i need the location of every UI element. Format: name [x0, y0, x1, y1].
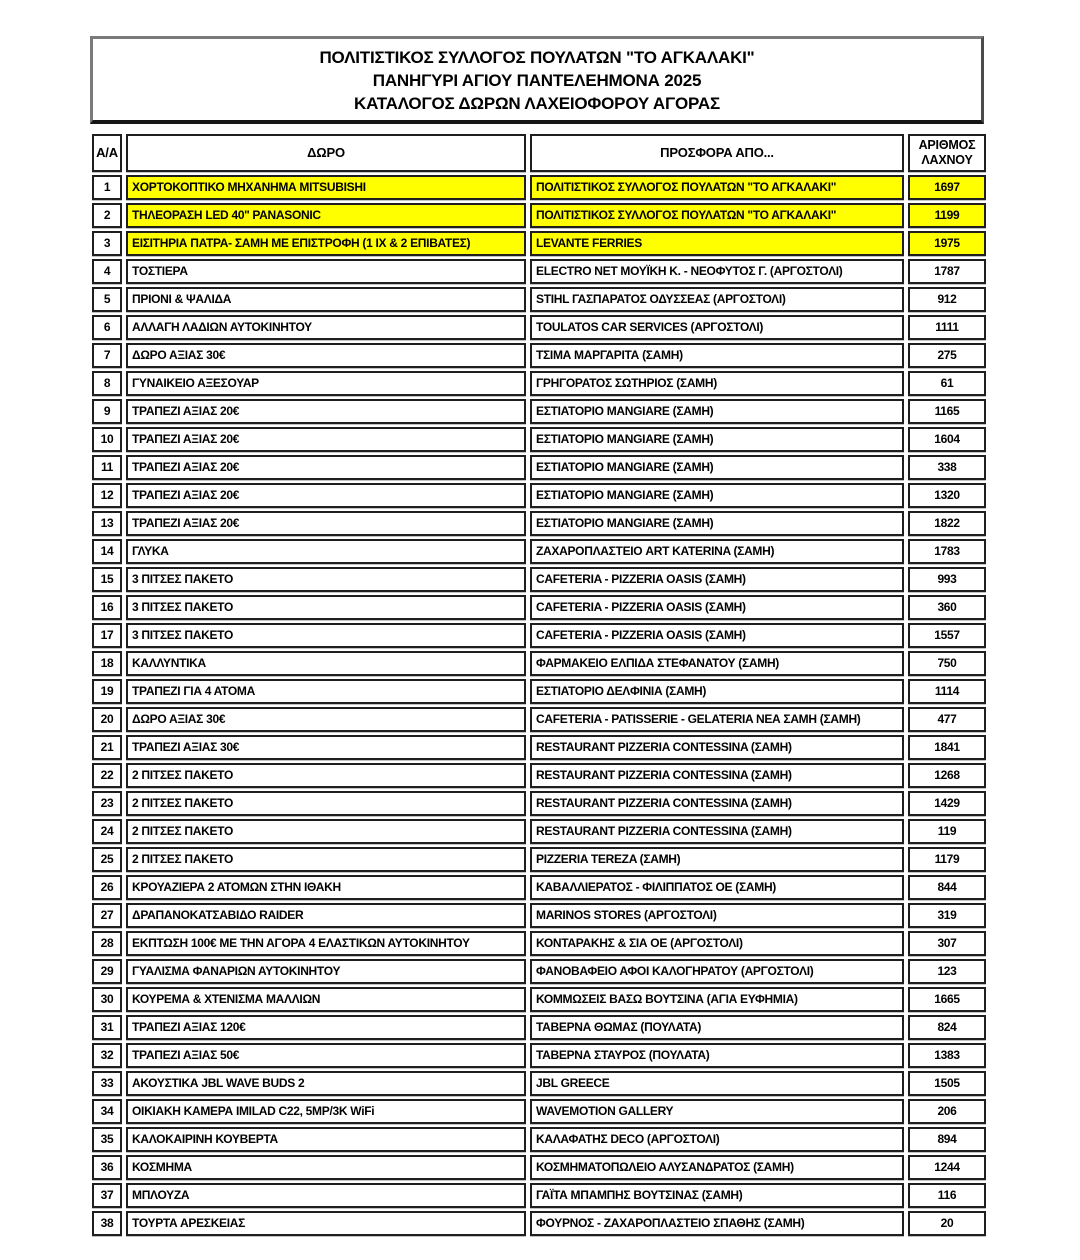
- row-index-cell: 14: [92, 539, 122, 564]
- offered-by-cell: MARINOS STORES (ΑΡΓΟΣΤΟΛΙ): [530, 903, 904, 928]
- gift-cell: ΑΛΛΑΓΗ ΛΑΔΙΩΝ ΑΥΤΟΚΙΝΗΤΟΥ: [126, 315, 526, 340]
- offered-by-cell: ΤΣΙΜΑ ΜΑΡΓΑΡΙΤΑ (ΣΑΜΗ): [530, 343, 904, 368]
- row-index-cell: 17: [92, 623, 122, 648]
- row-index-cell: 1: [92, 175, 122, 200]
- gift-cell: ΤΗΛΕΟΡΑΣΗ LED 40'' PANASONIC: [126, 203, 526, 228]
- row-index-cell: 33: [92, 1071, 122, 1096]
- gift-cell: ΑΚΟΥΣΤΙΚΑ JBL WAVE BUDS 2: [126, 1071, 526, 1096]
- ticket-number-cell: 307: [908, 931, 986, 956]
- column-header-index: Α/Α: [92, 134, 122, 172]
- ticket-number-cell: 477: [908, 707, 986, 732]
- gift-cell: ΟΙΚΙΑΚΗ ΚΑΜΕΡΑ IMILAD C22, 5MP/3K WiFi: [126, 1099, 526, 1124]
- offered-by-cell: ΚΑΛΑΦΑΤΗΣ DECO (ΑΡΓΟΣΤΟΛΙ): [530, 1127, 904, 1152]
- ticket-number-cell: 894: [908, 1127, 986, 1152]
- row-index-cell: 35: [92, 1127, 122, 1152]
- row-index-cell: 32: [92, 1043, 122, 1068]
- gift-cell: ΚΟΣΜΗΜΑ: [126, 1155, 526, 1180]
- ticket-number-cell: 1111: [908, 315, 986, 340]
- offered-by-cell: ΚΑΒΑΛΛΙΕΡΑΤΟΣ - ΦΙΛΙΠΠΑΤΟΣ ΟΕ (ΣΑΜΗ): [530, 875, 904, 900]
- row-index-cell: 11: [92, 455, 122, 480]
- ticket-number-cell: 1975: [908, 231, 986, 256]
- row-index-cell: 15: [92, 567, 122, 592]
- gift-cell: 2 ΠΙΤΣΕΣ ΠΑΚΕΤΟ: [126, 819, 526, 844]
- row-index-cell: 13: [92, 511, 122, 536]
- gift-cell: ΔΩΡΟ ΑΞΙΑΣ 30€: [126, 343, 526, 368]
- ticket-number-cell: 912: [908, 287, 986, 312]
- gift-cell: ΤΟΣΤΙΕΡΑ: [126, 259, 526, 284]
- ticket-number-cell: 1665: [908, 987, 986, 1012]
- ticket-number-cell: 1199: [908, 203, 986, 228]
- gift-cell: ΤΡΑΠΕΖΙ ΑΞΙΑΣ 20€: [126, 483, 526, 508]
- row-index-cell: 31: [92, 1015, 122, 1040]
- row-index-cell: 27: [92, 903, 122, 928]
- ticket-number-cell: 1165: [908, 399, 986, 424]
- row-index-cell: 4: [92, 259, 122, 284]
- offered-by-cell: ΚΟΝΤΑΡΑΚΗΣ & ΣΙΑ ΟΕ (ΑΡΓΟΣΤΟΛΙ): [530, 931, 904, 956]
- offered-by-cell: ΠΟΛΙΤΙΣΤΙΚΟΣ ΣΥΛΛΟΓΟΣ ΠΟΥΛΑΤΩΝ "ΤΟ ΑΓΚΑΛΑΚΙ": [530, 203, 904, 228]
- ticket-number-cell: 1604: [908, 427, 986, 452]
- gift-cell: ΕΙΣΙΤΗΡΙΑ ΠΑΤΡΑ- ΣΑΜΗ ΜΕ ΕΠΙΣΤΡΟΦΗ (1 ΙΧ & 2 ΕΠΙΒΑΤΕΣ): [126, 231, 526, 256]
- ticket-number-cell: 1179: [908, 847, 986, 872]
- row-index-cell: 10: [92, 427, 122, 452]
- row-index-cell: 6: [92, 315, 122, 340]
- offered-by-cell: ΕΣΤΙΑΤΟΡΙΟ MANGIARE (ΣΑΜΗ): [530, 455, 904, 480]
- ticket-number-cell: 1783: [908, 539, 986, 564]
- gift-cell: ΓΛΥΚΑ: [126, 539, 526, 564]
- ticket-number-cell: 1787: [908, 259, 986, 284]
- offered-by-cell: ΚΟΣΜΗΜΑΤΟΠΩΛΕΙΟ ΑΛΥΣΑΝΔΡΑΤΟΣ (ΣΑΜΗ): [530, 1155, 904, 1180]
- ticket-number-cell: 206: [908, 1099, 986, 1124]
- ticket-number-cell: 61: [908, 371, 986, 396]
- offered-by-cell: ΕΣΤΙΑΤΟΡΙΟ MANGIARE (ΣΑΜΗ): [530, 511, 904, 536]
- row-index-cell: 3: [92, 231, 122, 256]
- offered-by-cell: RESTAURANT PIZZERIA CONTESSINA (ΣΑΜΗ): [530, 763, 904, 788]
- row-index-cell: 26: [92, 875, 122, 900]
- ticket-number-cell: 844: [908, 875, 986, 900]
- gift-cell: 2 ΠΙΤΣΕΣ ΠΑΚΕΤΟ: [126, 791, 526, 816]
- column-header-offered-by: ΠΡΟΣΦΟΡΑ ΑΠΟ...: [530, 134, 904, 172]
- ticket-number-cell: 824: [908, 1015, 986, 1040]
- offered-by-cell: ΦΟΥΡΝΟΣ - ΖΑΧΑΡΟΠΛΑΣΤΕΙΟ ΣΠΑΘΗΣ (ΣΑΜΗ): [530, 1211, 904, 1236]
- offered-by-cell: ΕΣΤΙΑΤΟΡΙΟ ΔΕΛΦΙΝΙΑ (ΣΑΜΗ): [530, 679, 904, 704]
- offered-by-cell: ΕΣΤΙΑΤΟΡΙΟ MANGIARE (ΣΑΜΗ): [530, 399, 904, 424]
- row-index-cell: 12: [92, 483, 122, 508]
- gift-cell: ΚΑΛΟΚΑΙΡΙΝΗ ΚΟΥΒΕΡΤΑ: [126, 1127, 526, 1152]
- gift-cell: ΠΡΙΟΝΙ & ΨΑΛΙΔΑ: [126, 287, 526, 312]
- row-index-cell: 22: [92, 763, 122, 788]
- offered-by-cell: PIZZERIA TEREZA (ΣΑΜΗ): [530, 847, 904, 872]
- row-index-cell: 20: [92, 707, 122, 732]
- ticket-number-cell: 1841: [908, 735, 986, 760]
- ticket-number-cell: 1429: [908, 791, 986, 816]
- offered-by-cell: STIHL ΓΑΣΠΑΡΑΤΟΣ ΟΔΥΣΣΕΑΣ (ΑΡΓΟΣΤΟΛΙ): [530, 287, 904, 312]
- offered-by-cell: ΖΑΧΑΡΟΠΛΑΣΤΕΙΟ ART KATERINA (ΣΑΜΗ): [530, 539, 904, 564]
- offered-by-cell: CAFETERIA - PIZZERIA OASIS (ΣΑΜΗ): [530, 595, 904, 620]
- offered-by-cell: ΦΑΡΜΑΚΕΙΟ ΕΛΠΙΔΑ ΣΤΕΦΑΝΑΤΟΥ (ΣΑΜΗ): [530, 651, 904, 676]
- row-index-cell: 7: [92, 343, 122, 368]
- ticket-number-cell: 360: [908, 595, 986, 620]
- gift-cell: ΤΡΑΠΕΖΙ ΑΞΙΑΣ 120€: [126, 1015, 526, 1040]
- row-index-cell: 29: [92, 959, 122, 984]
- offered-by-cell: CAFETERIA - PIZZERIA OASIS (ΣΑΜΗ): [530, 623, 904, 648]
- ticket-number-cell: 1505: [908, 1071, 986, 1096]
- document-header: [90, 36, 984, 124]
- gift-cell: ΓΥΝΑΙΚΕΙΟ ΑΞΕΣΟΥΑΡ: [126, 371, 526, 396]
- gift-cell: ΕΚΠΤΩΣΗ 100€ ΜΕ ΤΗΝ ΑΓΟΡΑ 4 ΕΛΑΣΤΙΚΩΝ ΑΥΤΟΚΙΝΗΤΟΥ: [126, 931, 526, 956]
- ticket-number-cell: 1822: [908, 511, 986, 536]
- ticket-number-cell: 1268: [908, 763, 986, 788]
- row-index-cell: 2: [92, 203, 122, 228]
- offered-by-cell: ΤΑΒΕΡΝΑ ΘΩΜΑΣ (ΠΟΥΛΑΤΑ): [530, 1015, 904, 1040]
- offered-by-cell: CAFETERIA - PATISSERIE - GELATERIA ΝΕΑ ΣΑΜΗ (ΣΑΜΗ): [530, 707, 904, 732]
- ticket-number-cell: 750: [908, 651, 986, 676]
- gift-cell: ΤΡΑΠΕΖΙ ΑΞΙΑΣ 20€: [126, 427, 526, 452]
- gift-cell: ΔΡΑΠΑΝΟΚΑΤΣΑΒΙΔΟ RAIDER: [126, 903, 526, 928]
- prize-table: [92, 134, 986, 1236]
- event-title: ΠΑΝΗΓΥΡΙ ΑΓΙΟΥ ΠΑΝΤΕΛΕΗΜΟΝΑ 2025: [372, 71, 702, 90]
- offered-by-cell: TOULATOS CAR SERVICES (ΑΡΓΟΣΤΟΛΙ): [530, 315, 904, 340]
- ticket-number-cell: 319: [908, 903, 986, 928]
- ticket-number-cell: 1244: [908, 1155, 986, 1180]
- gift-cell: ΤΡΑΠΕΖΙ ΓΙΑ 4 ΑΤΟΜΑ: [126, 679, 526, 704]
- offered-by-cell: RESTAURANT PIZZERIA CONTESSINA (ΣΑΜΗ): [530, 791, 904, 816]
- offered-by-cell: ΕΣΤΙΑΤΟΡΙΟ MANGIARE (ΣΑΜΗ): [530, 483, 904, 508]
- ticket-number-cell: 1557: [908, 623, 986, 648]
- gift-cell: 3 ΠΙΤΣΕΣ ΠΑΚΕΤΟ: [126, 567, 526, 592]
- gift-cell: ΤΟΥΡΤΑ ΑΡΕΣΚΕΙΑΣ: [126, 1211, 526, 1236]
- offered-by-cell: ΕΣΤΙΑΤΟΡΙΟ MANGIARE (ΣΑΜΗ): [530, 427, 904, 452]
- row-index-cell: 28: [92, 931, 122, 956]
- row-index-cell: 5: [92, 287, 122, 312]
- offered-by-cell: RESTAURANT PIZZERIA CONTESSINA (ΣΑΜΗ): [530, 819, 904, 844]
- ticket-number-cell: 119: [908, 819, 986, 844]
- ticket-number-cell: 1114: [908, 679, 986, 704]
- column-header-ticket-number: ΑΡΙΘΜΟΣ ΛΑΧΝΟΥ: [908, 134, 986, 172]
- column-header-gift: ΔΩΡΟ: [126, 134, 526, 172]
- row-index-cell: 30: [92, 987, 122, 1012]
- gift-cell: ΚΑΛΛΥΝΤΙΚΑ: [126, 651, 526, 676]
- gift-cell: ΤΡΑΠΕΖΙ ΑΞΙΑΣ 20€: [126, 399, 526, 424]
- gift-cell: 3 ΠΙΤΣΕΣ ΠΑΚΕΤΟ: [126, 623, 526, 648]
- ticket-number-cell: 993: [908, 567, 986, 592]
- offered-by-cell: RESTAURANT PIZZERIA CONTESSINA (ΣΑΜΗ): [530, 735, 904, 760]
- gift-cell: ΤΡΑΠΕΖΙ ΑΞΙΑΣ 20€: [126, 455, 526, 480]
- row-index-cell: 16: [92, 595, 122, 620]
- ticket-number-cell: 1697: [908, 175, 986, 200]
- offered-by-cell: ΠΟΛΙΤΙΣΤΙΚΟΣ ΣΥΛΛΟΓΟΣ ΠΟΥΛΑΤΩΝ "ΤΟ ΑΓΚΑΛΑΚΙ": [530, 175, 904, 200]
- gift-cell: ΜΠΛΟΥΖΑ: [126, 1183, 526, 1208]
- offered-by-cell: LEVANTE FERRIES: [530, 231, 904, 256]
- gift-cell: ΓΥΑΛΙΣΜΑ ΦΑΝΑΡΙΩΝ ΑΥΤΟΚΙΝΗΤΟΥ: [126, 959, 526, 984]
- gift-cell: ΚΡΟΥΑΖΙΕΡΑ 2 ΑΤΟΜΩΝ ΣΤΗΝ ΙΘΑΚΗ: [126, 875, 526, 900]
- ticket-number-cell: 123: [908, 959, 986, 984]
- gift-cell: 2 ΠΙΤΣΕΣ ΠΑΚΕΤΟ: [126, 847, 526, 872]
- offered-by-cell: ΓΡΗΓΟΡΑΤΟΣ ΣΩΤΗΡΙΟΣ (ΣΑΜΗ): [530, 371, 904, 396]
- offered-by-cell: ΓΑΪΤΑ ΜΠΑΜΠΗΣ ΒΟΥΤΣΙΝΑΣ (ΣΑΜΗ): [530, 1183, 904, 1208]
- organization-title: ΠΟΛΙΤΙΣΤΙΚΟΣ ΣΥΛΛΟΓΟΣ ΠΟΥΛΑΤΩΝ "ΤΟ ΑΓΚΑΛΑΚΙ": [319, 48, 755, 67]
- row-index-cell: 23: [92, 791, 122, 816]
- ticket-number-cell: 20: [908, 1211, 986, 1236]
- catalog-title: ΚΑΤΑΛΟΓΟΣ ΔΩΡΩΝ ΛΑΧΕΙΟΦΟΡΟΥ ΑΓΟΡΑΣ: [354, 94, 720, 113]
- offered-by-cell: ΦΑΝΟΒΑΦΕΙΟ ΑΦΟΙ ΚΑΛΟΓΗΡΑΤΟΥ (ΑΡΓΟΣΤΟΛΙ): [530, 959, 904, 984]
- gift-cell: ΔΩΡΟ ΑΞΙΑΣ 30€: [126, 707, 526, 732]
- gift-cell: ΤΡΑΠΕΖΙ ΑΞΙΑΣ 20€: [126, 511, 526, 536]
- offered-by-cell: ΚΟΜΜΩΣΕΙΣ ΒΑΣΩ ΒΟΥΤΣΙΝΑ (ΑΓΙΑ ΕΥΦΗΜΙΑ): [530, 987, 904, 1012]
- gift-cell: ΚΟΥΡΕΜΑ & ΧΤΕΝΙΣΜΑ ΜΑΛΛΙΩΝ: [126, 987, 526, 1012]
- gift-cell: 2 ΠΙΤΣΕΣ ΠΑΚΕΤΟ: [126, 763, 526, 788]
- ticket-number-cell: 1320: [908, 483, 986, 508]
- gift-cell: ΧΟΡΤΟΚΟΠΤΙΚΟ ΜΗΧΑΝΗΜΑ MITSUBISHI: [126, 175, 526, 200]
- ticket-number-cell: 275: [908, 343, 986, 368]
- row-index-cell: 18: [92, 651, 122, 676]
- row-index-cell: 9: [92, 399, 122, 424]
- offered-by-cell: WAVEMOTION GALLERY: [530, 1099, 904, 1124]
- row-index-cell: 38: [92, 1211, 122, 1236]
- row-index-cell: 34: [92, 1099, 122, 1124]
- ticket-number-cell: 1383: [908, 1043, 986, 1068]
- row-index-cell: 37: [92, 1183, 122, 1208]
- ticket-number-cell: 338: [908, 455, 986, 480]
- gift-cell: ΤΡΑΠΕΖΙ ΑΞΙΑΣ 50€: [126, 1043, 526, 1068]
- row-index-cell: 21: [92, 735, 122, 760]
- gift-cell: ΤΡΑΠΕΖΙ ΑΞΙΑΣ 30€: [126, 735, 526, 760]
- row-index-cell: 25: [92, 847, 122, 872]
- row-index-cell: 19: [92, 679, 122, 704]
- offered-by-cell: JBL GREECE: [530, 1071, 904, 1096]
- row-index-cell: 8: [92, 371, 122, 396]
- row-index-cell: 36: [92, 1155, 122, 1180]
- offered-by-cell: ELECTRO NET ΜΟΥΪΚΗ Κ. - ΝΕΟΦΥΤΟΣ Γ. (ΑΡΓΟΣΤΟΛΙ): [530, 259, 904, 284]
- row-index-cell: 24: [92, 819, 122, 844]
- gift-cell: 3 ΠΙΤΣΕΣ ΠΑΚΕΤΟ: [126, 595, 526, 620]
- ticket-number-cell: 116: [908, 1183, 986, 1208]
- offered-by-cell: CAFETERIA - PIZZERIA OASIS (ΣΑΜΗ): [530, 567, 904, 592]
- offered-by-cell: ΤΑΒΕΡΝΑ ΣΤΑΥΡΟΣ (ΠΟΥΛΑΤΑ): [530, 1043, 904, 1068]
